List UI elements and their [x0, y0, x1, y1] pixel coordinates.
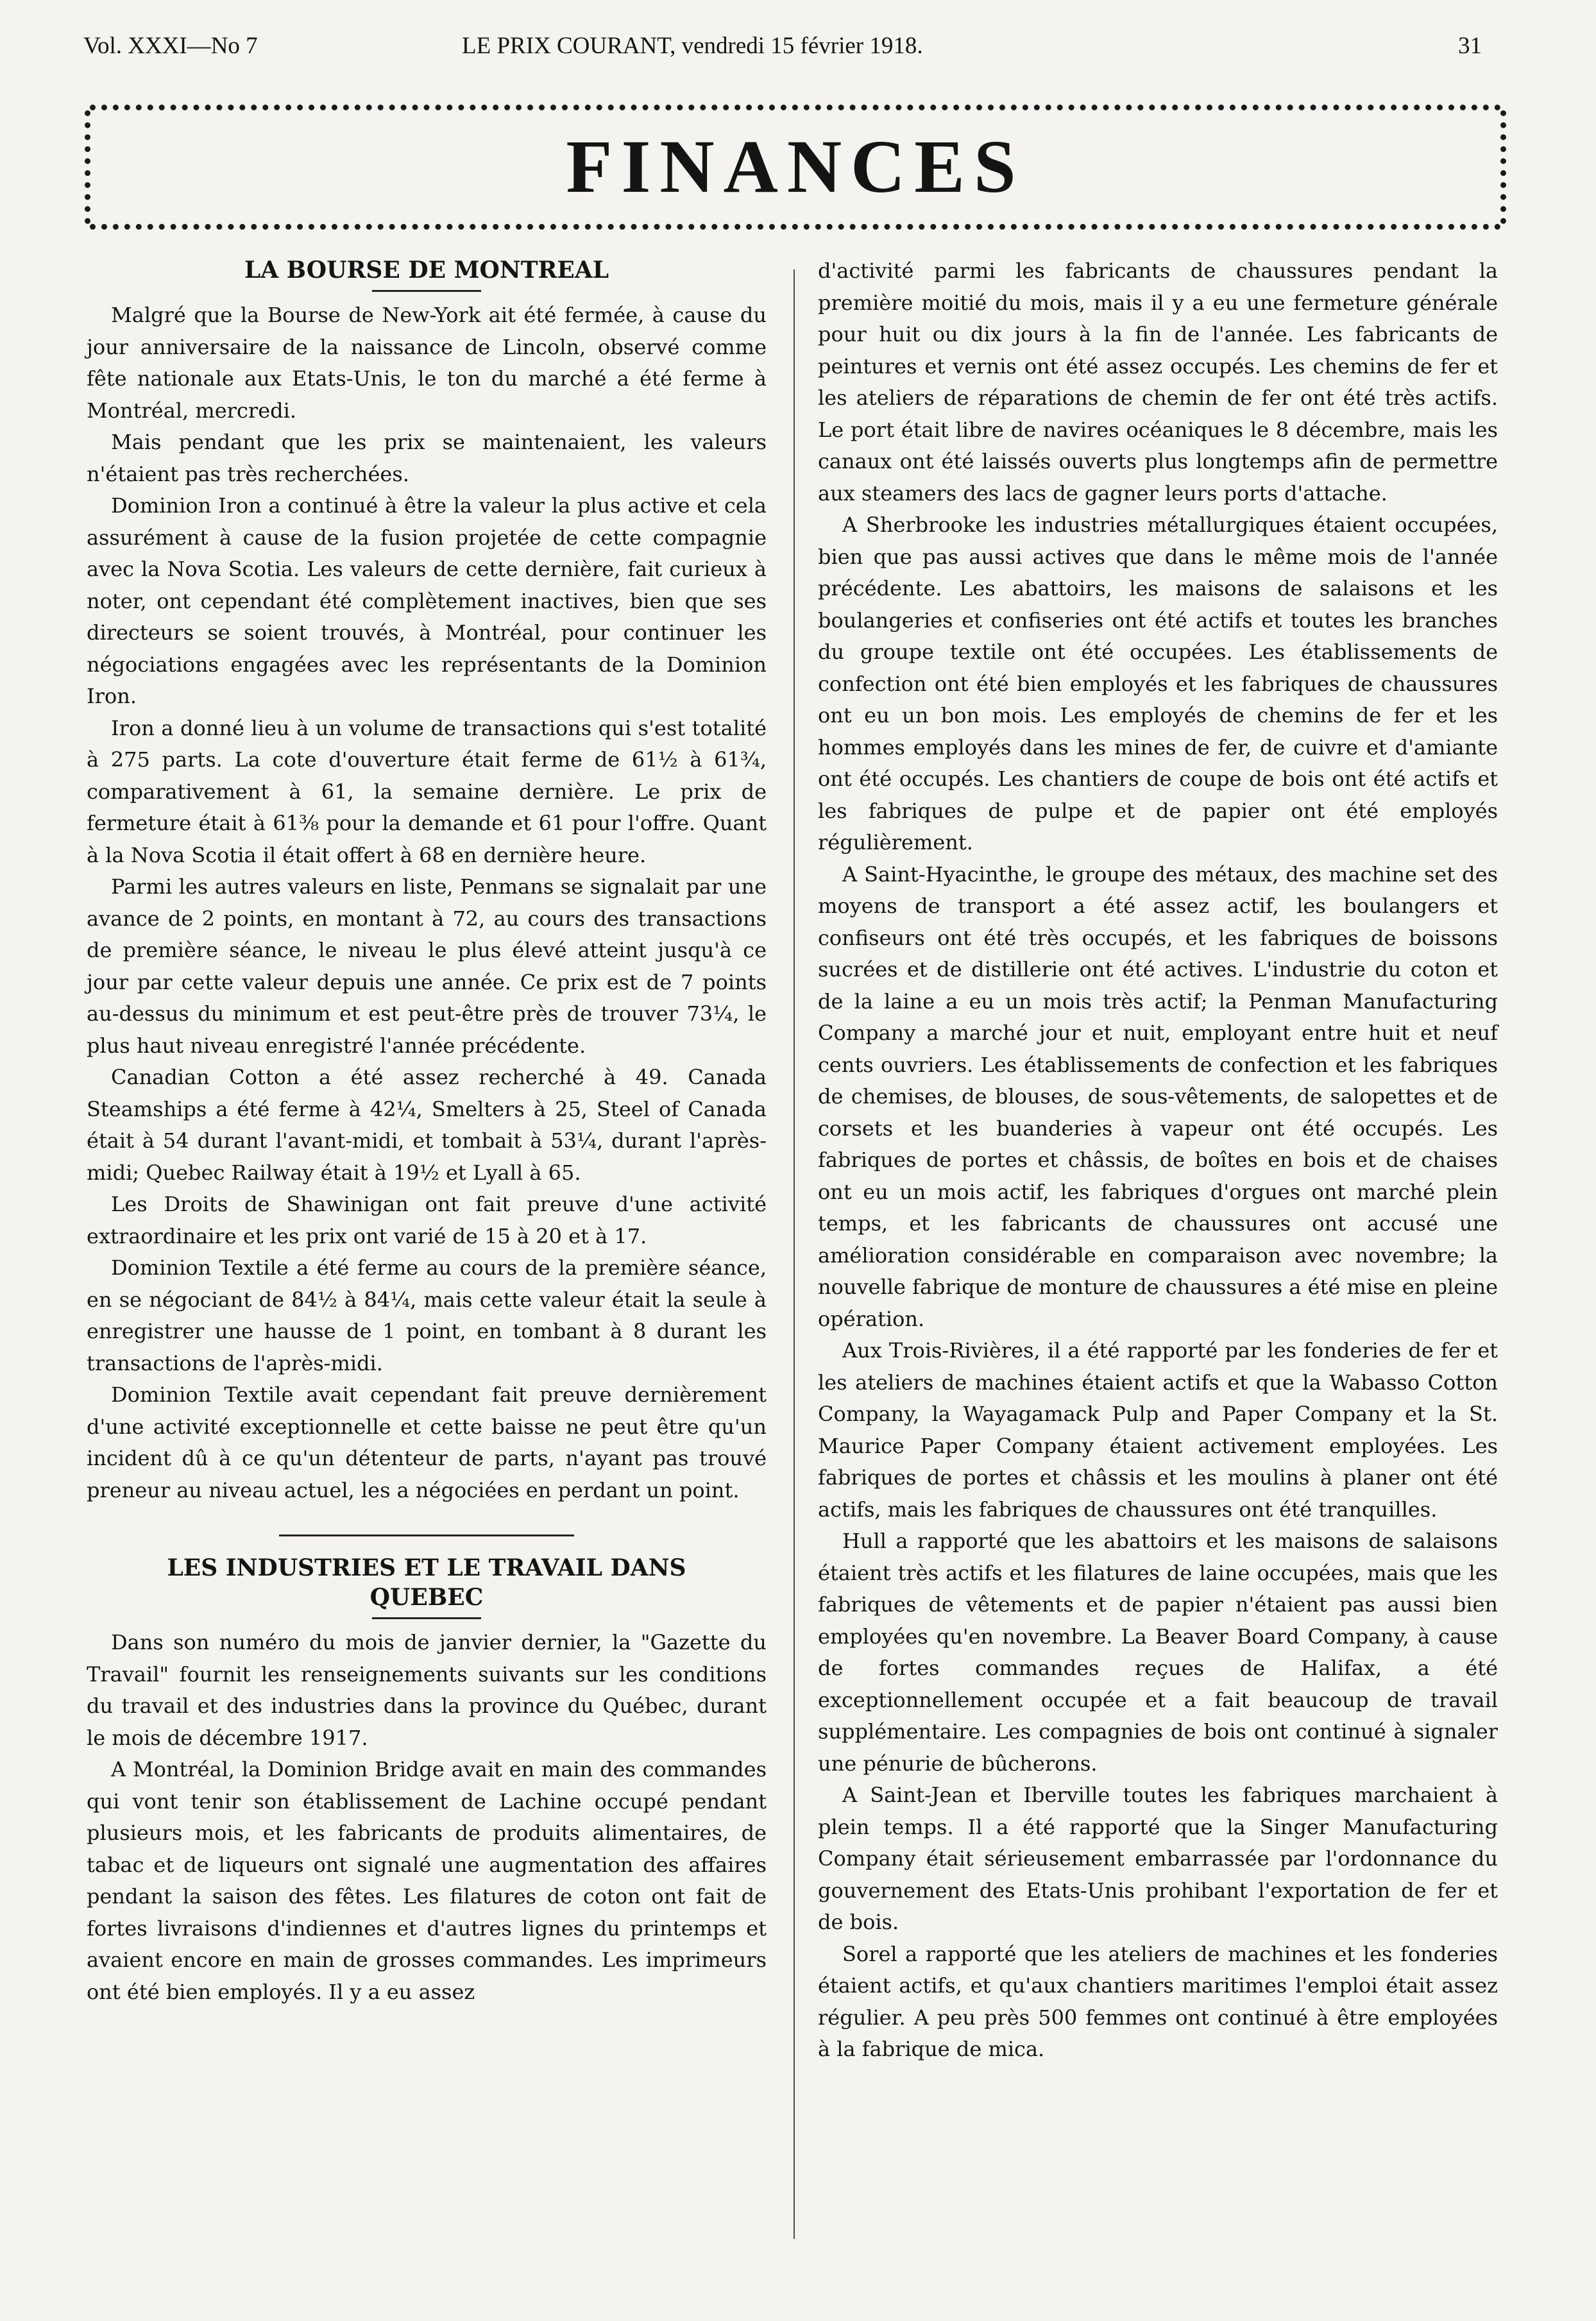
- article-paragraph: Aux Trois-Rivières, il a été rapporté par les fonderies de fer et les ateliers de machines étaient actifs et que la Wabasso Cotton Company, la Wayagamack Pulp and Paper Company et la St. Maurice Paper Company étaient activement employées. Les fabriques de portes et châssis et les moulins à planer ont été actifs, mais les fabriques de chaussures ont été tranquilles.: [818, 1338, 1498, 1522]
- section-banner: [90, 105, 1501, 230]
- volume-number: Vol. XXXI—No 7: [83, 33, 258, 59]
- article-paragraph: A Saint-Jean et Iberville toutes les fabriques marchaient à plein temps. Il a été rapporté que la Singer Manufacturing Company était sérieusement embarrassée par l'ordonnance du gouvernement des Etats-Unis prohibant l'exportation de fer et de bois.: [818, 1783, 1498, 1934]
- article-paragraph: Malgré que la Bourse de New-York ait été fermée, à cause du jour anniversaire de la naissance de Lincoln, observé comme fête nationale aux Etats-Unis, le ton du marché a été ferme à Montréal, mercredi.: [87, 303, 767, 423]
- article-title-industries-line1: LES INDUSTRIES ET LE TRAVAIL DANS: [167, 1554, 686, 1581]
- title-rule: [372, 1617, 481, 1619]
- article-paragraph: Les Droits de Shawinigan ont fait preuve d'une activité extraordinaire et les prix ont varié de 15 à 20 et à 17.: [87, 1192, 767, 1248]
- article-paragraph-continued: d'activité parmi les fabricants de chaussures pendant la première moitié du mois, mais il y a eu une fermeture générale pour huit ou dix jours à la fin de l'année. Les fabricants de peintures et vernis ont été assez occupés. Les chemins de fer et les ateliers de réparations de chemin de fer ont été très actifs. Le port était libre de navires océaniques le 8 décembre, mais les canaux ont été laissés ouverts plus longtemps afin de permettre aux steamers des lacs de gagner leurs ports d'attache.: [818, 259, 1498, 506]
- article-paragraph: A Saint-Hyacinthe, le groupe des métaux, des machine set des moyens de transport a été assez actif, les boulangers et confiseurs ont été très occupés, et les fabriques de boissons sucrées et de distillerie ont été actives. L'industrie du coton et de la laine a eu un mois très actif; la Penman Manufacturing Company a marché jour et nuit, employant entre huit et neuf cents ouvriers. Les établissements de confection et les fabriques de chemises, de blouses, de sous-vêtements, de salopettes et de corsets et les buanderies à vapeur ont été occupés. Les fabriques de portes et châssis, de boîtes en bois et de chaises ont eu un mois actif, les fabriques d'orgues ont marché plein temps, et les fabricants de chaussures ont accusé une amélioration considérable en comparaison avec novembre; la nouvelle fabrique de monture de chaussures a été mise en pleine opération.: [818, 862, 1498, 1331]
- column-divider: [794, 269, 795, 2239]
- section-separator-rule: [279, 1535, 574, 1536]
- article-paragraph: Canadian Cotton a été assez recherché à 49. Canada Steamships a été ferme à 42¼, Smelters à 25, Steel of Canada était à 54 durant l'avant-midi, et tombait à 53¼, durant l'après-midi; Quebec Railway était à 19½ et Lyall à 65.: [87, 1065, 767, 1185]
- banner-title: FINANCES: [566, 124, 1025, 208]
- right-column: [818, 255, 1498, 2066]
- running-head: [83, 32, 1482, 71]
- article-paragraph: A Montréal, la Dominion Bridge avait en main des commandes qui vont tenir son établissement de Lachine occupé pendant plusieurs mois, et les fabricants de produits alimentaires, de tabac et de liqueurs ont signalé une augmentation des affaires pendant la saison des fêtes. Les filatures de coton ont fait de fortes livraisons d'indiennes et d'autres lignes du printemps et avaient encore en main de grosses commandes. Les imprimeurs ont été bien employés. Il y a eu assez: [87, 1757, 767, 2004]
- article-title-bourse: LA BOURSE DE MONTREAL: [244, 257, 609, 284]
- article-paragraph: Parmi les autres valeurs en liste, Penmans se signalait par une avance de 2 points, en montant à 72, au cours des transactions de première séance, le niveau le plus élevé atteint jusqu'à ce jour par cette valeur depuis une année. Ce prix est de 7 points au-dessus du minimum et est peut-être près de trouver 73¼, le plus haut niveau enregistré l'année précédente.: [87, 874, 767, 1058]
- title-rule: [372, 290, 481, 292]
- article-paragraph: Hull a rapporté que les abattoirs et les maisons de salaisons étaient très actifs et les filatures de laine occupées, mais que les fabriques de vêtements et de papier n'étaient pas aussi bien employées qu'en novembre. La Beaver Board Company, à cause de fortes commandes reçues de Halifax, a été exceptionnellement occupée et a fait beaucoup de travail supplémentaire. Les compagnies de bois ont continué à signaler une pénurie de bûcherons.: [818, 1529, 1498, 1776]
- left-column: [87, 255, 767, 2008]
- article-paragraph: Dans son numéro du mois de janvier dernier, la "Gazette du Travail" fournit les renseignements suivants sur les conditions du travail et des industries dans la province du Québec, durant le mois de décembre 1917.: [87, 1630, 767, 1750]
- article-paragraph: Iron a donné lieu à un volume de transactions qui s'est totalité à 275 parts. La cote d'ouverture était ferme de 61½ à 61¾, comparativement à 61, la semaine dernière. Le prix de fermeture était à 61⅜ pour la demande et 61 pour l'offre. Quant à la Nova Scotia il était offert à 68 en dernière heure.: [87, 715, 767, 867]
- article-paragraph: A Sherbrooke les industries métallurgiques étaient occupées, bien que pas aussi actives que dans le même mois de l'année précédente. Les abattoirs, les maisons de salaisons et les boulangeries et confiseries ont été actifs et toutes les branches du groupe textile ont été occupées. Les établissements de confection ont été bien employés et les fabriques de chaussures ont eu un bon mois. Les employés de chemins de fer et les hommes employés dans les mines de fer, de cuivre et d'amiante ont été occupés. Les chantiers de coupe de bois ont été actifs et les fabriques de pulpe et de papier ont été employés régulièrement.: [818, 513, 1498, 854]
- article-paragraph: Dominion Textile a été ferme au cours de la première séance, en se négociant de 84½ à 84¼, mais cette valeur était la seule à enregistrer une hausse de 1 point, en tombant à 8 durant les transactions de l'après-midi.: [87, 1255, 767, 1375]
- article-paragraph: Mais pendant que les prix se maintenaient, les valeurs n'étaient pas très recherchées.: [87, 430, 767, 486]
- publication-title: LE PRIX COURANT, vendredi 15 février 1918.: [462, 33, 923, 59]
- article-title-industries-line2: QUEBEC: [369, 1584, 484, 1611]
- article-paragraph: Sorel a rapporté que les ateliers de machines et les fonderies étaient actifs, et qu'aux chantiers maritimes l'emploi était assez régulier. A peu près 500 femmes ont continué à être employées à la fabrique de mica.: [818, 1941, 1498, 2061]
- article-paragraph: Dominion Iron a continué à être la valeur la plus active et cela assurément à cause de la fusion projetée de cette compagnie avec la Nova Scotia. Les valeurs de cette dernière, fait curieux à noter, ont cependant été complètement inactives, bien que ses directeurs se soient trouvés, à Montréal, pour continuer les négociations engagées avec les représentants de la Dominion Iron.: [87, 493, 767, 708]
- article-paragraph: Dominion Textile avait cependant fait preuve dernièrement d'une activité exceptionnelle et cette baisse ne peut être qu'un incident dû à ce qu'un détenteur de parts, n'ayant pas trouvé preneur au niveau actuel, les a négociées en perdant un point.: [87, 1382, 767, 1502]
- page-number: 31: [1458, 33, 1482, 59]
